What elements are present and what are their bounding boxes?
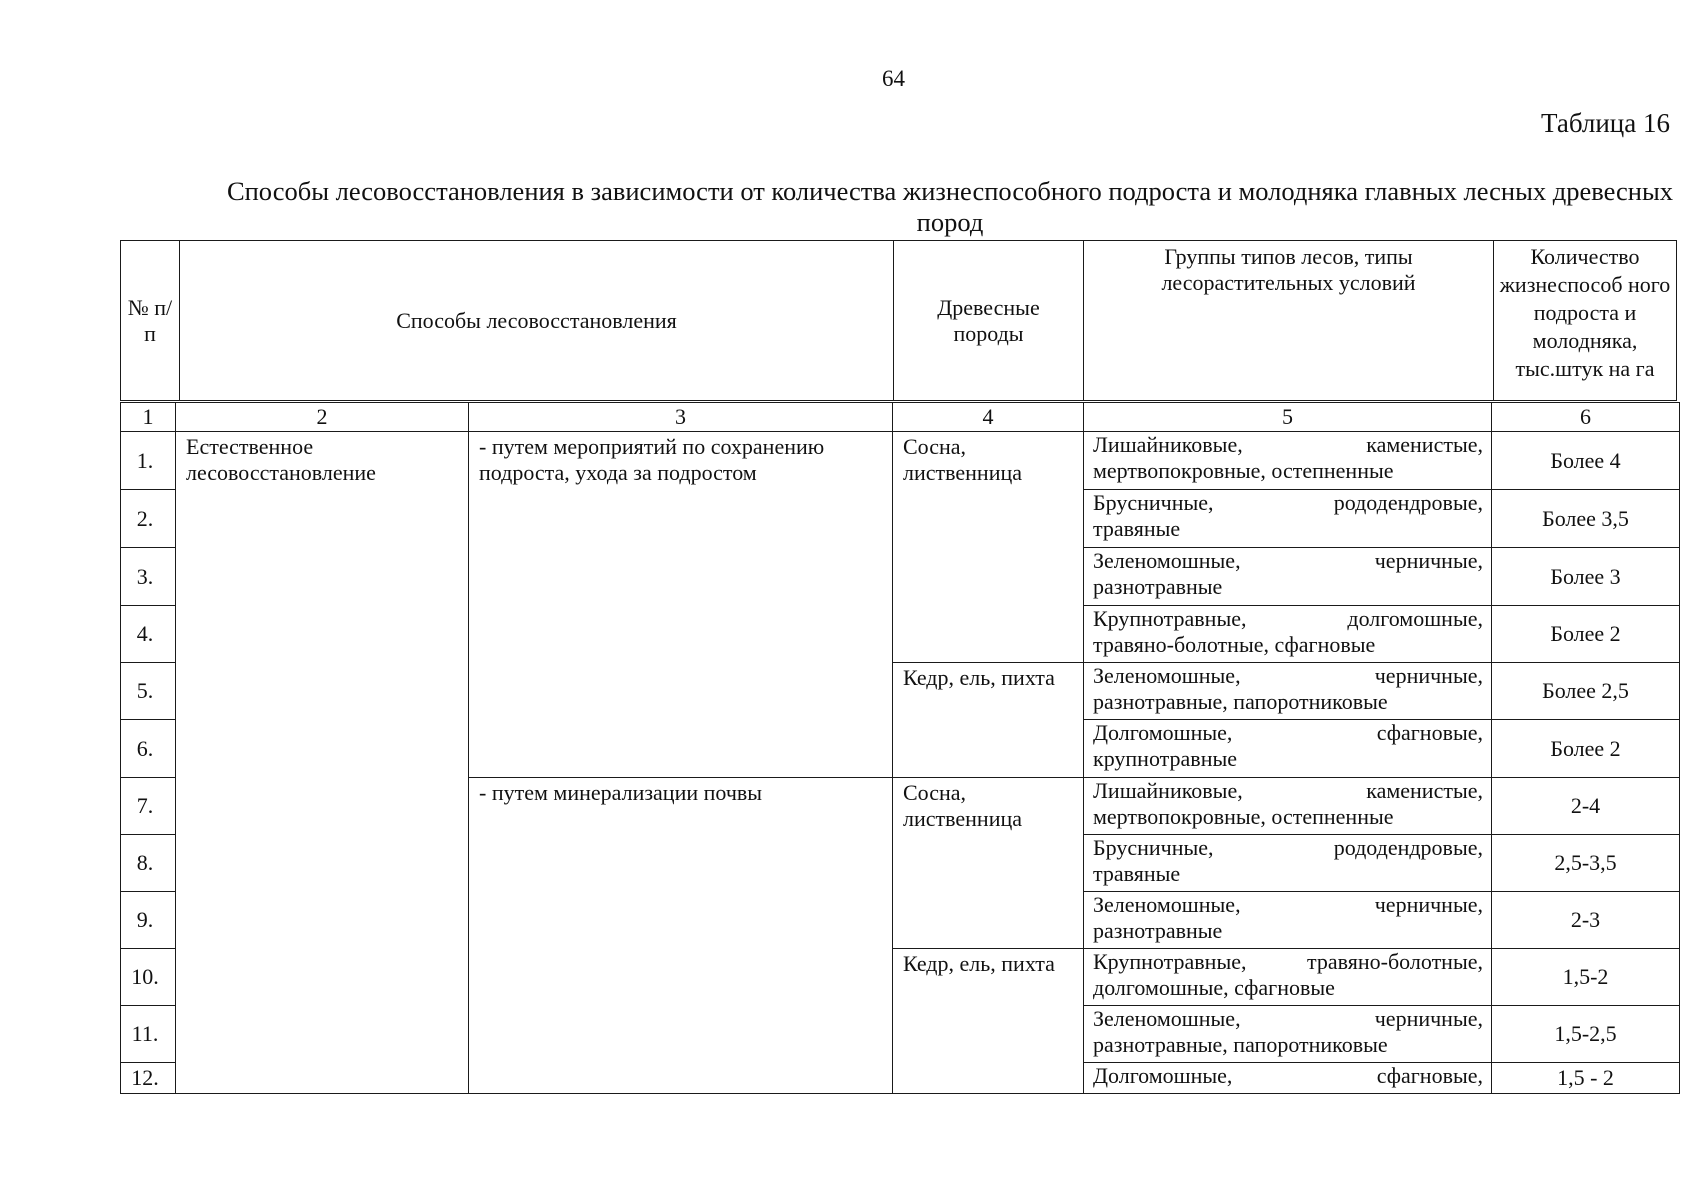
forest-type-line: Долгомошные, сфагновые, (1093, 1063, 1483, 1088)
quantity-cell: 2,5-3,5 (1492, 835, 1680, 892)
quantity-cell: Более 3,5 (1492, 490, 1680, 548)
quantity-cell: Более 3 (1492, 548, 1680, 606)
submethod-cell: - путем минерализации почвы (469, 778, 893, 1094)
forest-type-line: Зеленомошные, черничные, (1093, 1006, 1483, 1031)
quantity-cell: 2-4 (1492, 778, 1680, 835)
forest-type-line: травяные (1093, 861, 1181, 886)
forest-type-cell (1084, 720, 1492, 778)
forest-type-line: Брусничные, рододендровые, (1093, 835, 1483, 860)
forest-type-line: Крупнотравные, долгомошные, (1093, 606, 1483, 631)
forest-type-cell (1084, 1063, 1492, 1094)
quantity-cell: 1,5-2 (1492, 949, 1680, 1006)
column-number: 1 (121, 403, 176, 432)
forest-type-cell (1084, 606, 1492, 663)
forest-type-cell (1084, 548, 1492, 606)
forest-type-line: разнотравные, папоротниковые (1093, 689, 1388, 714)
table-label: Таблица 16 (1541, 108, 1670, 138)
species-cell: Сосна, лиственница (893, 432, 1084, 663)
column-number: 3 (469, 403, 893, 432)
forest-type-cell (1084, 778, 1492, 835)
page-number: 64 (882, 66, 905, 91)
row-number: 1. (121, 432, 176, 490)
table-caption: Способы лесовосстановления в зависимости от количества жизнеспособного подроста и молодняка главных лесных древесных пород (226, 176, 1674, 237)
forest-type-cell (1084, 835, 1492, 892)
header-forest-types: Группы типов лесов, типы лесорастительных условий (1084, 241, 1494, 401)
quantity-cell: Более 2,5 (1492, 663, 1680, 720)
forest-type-line: разнотравные (1093, 574, 1223, 599)
forest-type-line: Зеленомошные, черничные, (1093, 548, 1483, 573)
forest-type-line: травяно-болотные, сфагновые (1093, 632, 1376, 657)
row-number: 4. (121, 606, 176, 663)
forest-type-line: разнотравные (1093, 918, 1223, 943)
species-cell: Сосна, лиственница (893, 778, 1084, 949)
forest-type-line: разнотравные, папоротниковые (1093, 1032, 1388, 1057)
row-number: 8. (121, 835, 176, 892)
species-cell: Кедр, ель, пихта (893, 663, 1084, 778)
forest-type-cell (1084, 892, 1492, 949)
row-number: 11. (121, 1006, 176, 1063)
forest-type-line: Лишайниковые, каменистые, (1093, 432, 1483, 457)
submethod-cell: - путем мероприятий по сохранению подроста, ухода за подростом (469, 432, 893, 778)
column-number: 4 (893, 403, 1084, 432)
header-num: № п/п (121, 241, 180, 401)
header-quantity: Количество жизнеспособ ного подроста и молодняка, тыс.штук на га (1494, 241, 1677, 401)
forest-type-line: мертвопокровные, остепненные (1093, 458, 1394, 483)
quantity-cell: 1,5 - 2 (1492, 1063, 1680, 1094)
header-species: Древесные породы (894, 241, 1084, 401)
forest-type-line: Лишайниковые, каменистые, (1093, 778, 1483, 803)
forest-type-line: Долгомошные, сфагновые, (1093, 720, 1483, 745)
species-cell: Кедр, ель, пихта (893, 949, 1084, 1094)
table-header (120, 240, 1677, 401)
column-number: 2 (176, 403, 469, 432)
row-number: 6. (121, 720, 176, 778)
forest-type-line: Зеленомошные, черничные, (1093, 892, 1483, 917)
row-number: 10. (121, 949, 176, 1006)
quantity-cell: Более 2 (1492, 606, 1680, 663)
quantity-cell: 2-3 (1492, 892, 1680, 949)
forest-type-cell (1084, 490, 1492, 548)
quantity-cell: Более 4 (1492, 432, 1680, 490)
forest-type-line: Зеленомошные, черничные, (1093, 663, 1483, 688)
forest-type-cell (1084, 949, 1492, 1006)
table-row (121, 432, 1680, 490)
forest-type-cell (1084, 432, 1492, 490)
row-number: 5. (121, 663, 176, 720)
row-number: 9. (121, 892, 176, 949)
forest-type-line: долгомошные, сфагновые (1093, 975, 1335, 1000)
forest-type-line: мертвопокровные, остепненные (1093, 804, 1394, 829)
quantity-cell: Более 2 (1492, 720, 1680, 778)
row-number: 2. (121, 490, 176, 548)
row-number: 12. (121, 1063, 176, 1094)
forest-type-cell (1084, 1006, 1492, 1063)
forest-type-cell (1084, 663, 1492, 720)
forest-type-line: крупнотравные (1093, 746, 1238, 771)
column-number: 5 (1084, 403, 1492, 432)
row-number: 3. (121, 548, 176, 606)
column-number: 6 (1492, 403, 1680, 432)
forest-type-line: Крупнотравные, травяно-болотные, (1093, 949, 1483, 974)
forest-type-line: травяные (1093, 516, 1181, 541)
quantity-cell: 1,5-2,5 (1492, 1006, 1680, 1063)
data-table (120, 402, 1680, 1094)
header-methods: Способы лесовосстановления (180, 241, 894, 401)
forest-type-line: Брусничные, рододендровые, (1093, 490, 1483, 515)
method-cell: Естественное лесовосстановление (176, 432, 469, 1094)
row-number: 7. (121, 778, 176, 835)
